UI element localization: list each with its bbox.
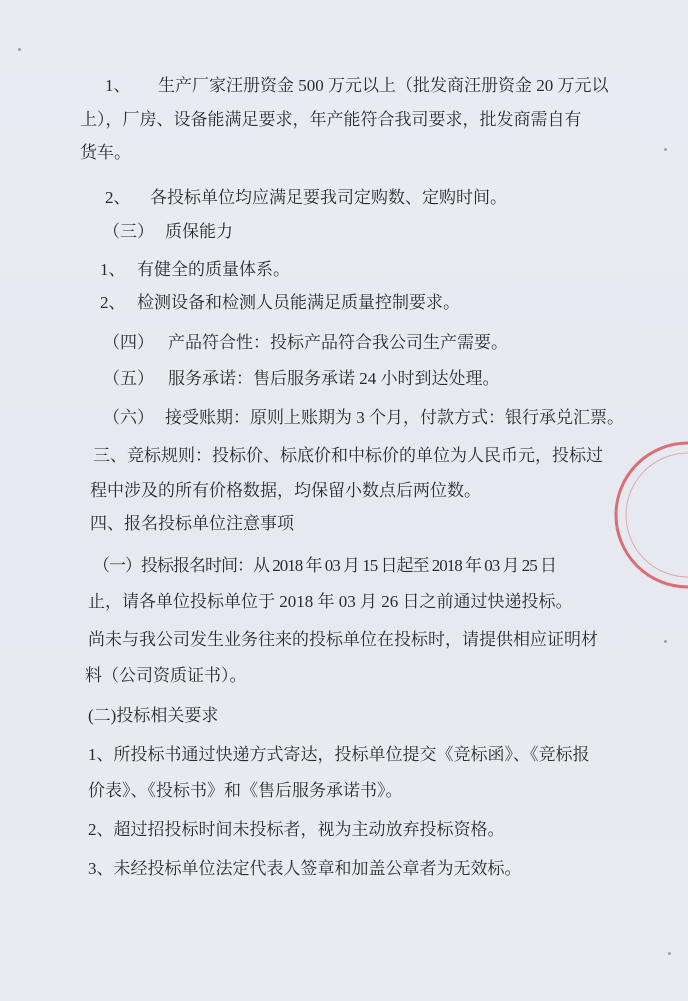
text-line: 料（公司资质证书）。 xyxy=(85,666,247,685)
scan-speck xyxy=(18,48,21,51)
section-number: （四） xyxy=(103,333,154,352)
scan-speck xyxy=(664,148,667,151)
section-number: （六） xyxy=(103,408,154,427)
text-line: 服务承诺：售后服务承诺 24 小时到达处理。 xyxy=(168,369,500,388)
text-line: 价表》、《投标书》和《售后服务承诺书》。 xyxy=(88,781,403,800)
text-line: 各投标单位均应满足要我司定购数、定购时间。 xyxy=(150,188,507,207)
scan-speck xyxy=(664,640,667,643)
text-line: 2、超过招投标时间未投标者，视为主动放弃投标资格。 xyxy=(88,820,505,839)
text-line: （一）投标报名时间：从 2018 年 03 月 15 日起至 2018 年 03 月 25 日 xyxy=(93,556,556,575)
item-number: 1、 xyxy=(100,260,126,279)
item-number: 2、 xyxy=(100,293,126,312)
section-number: （三） xyxy=(103,222,154,241)
text-line: 三、竞标规则：投标价、标底价和中标价的单位为人民币元，投标过 xyxy=(93,446,603,465)
text-line: 有健全的质量体系。 xyxy=(137,260,290,279)
text-line: 生产厂家汪册资金 500 万元以上（批发商汪册资金 20 万元以 xyxy=(158,76,609,95)
item-number: 2、 xyxy=(105,188,131,207)
text-line: 接受账期：原则上账期为 3 个月，付款方式：银行承兑汇票。 xyxy=(165,408,624,427)
text-line: 3、未经投标单位法定代表人签章和加盖公章者为无效标。 xyxy=(88,859,522,878)
section-number: （五） xyxy=(103,369,154,388)
section-heading: 四、报名投标单位注意事项 xyxy=(90,514,294,533)
seal-inner-ring xyxy=(626,453,688,577)
text-line: 程中涉及的所有价格数据，均保留小数点后两位数。 xyxy=(90,481,481,500)
section-heading: (二)投标相关要求 xyxy=(88,706,219,725)
text-line: 止，请各单位投标单位于 2018 年 03 月 26 日之前通过快递投标。 xyxy=(88,592,573,611)
scan-speck xyxy=(668,952,671,955)
text-line: 货车。 xyxy=(80,143,131,162)
text-line: 检测设备和检测人员能满足质量控制要求。 xyxy=(137,293,460,312)
section-heading: 质保能力 xyxy=(165,222,233,241)
item-number: 1、 xyxy=(105,76,131,95)
text-line: 产品符合性：投标产品符合我公司生产需要。 xyxy=(168,333,508,352)
text-line: 1、所投标书通过快递方式寄达，投标单位提交《竞标函》、《竞标报 xyxy=(88,745,590,764)
text-line: 上），厂房、设备能满足要求，年产能符合我司要求，批发商需自有 xyxy=(80,110,582,129)
text-line: 尚未与我公司发生业务往来的投标单位在投标时，请提供相应证明材 xyxy=(88,630,598,649)
company-seal-stamp xyxy=(608,440,688,590)
